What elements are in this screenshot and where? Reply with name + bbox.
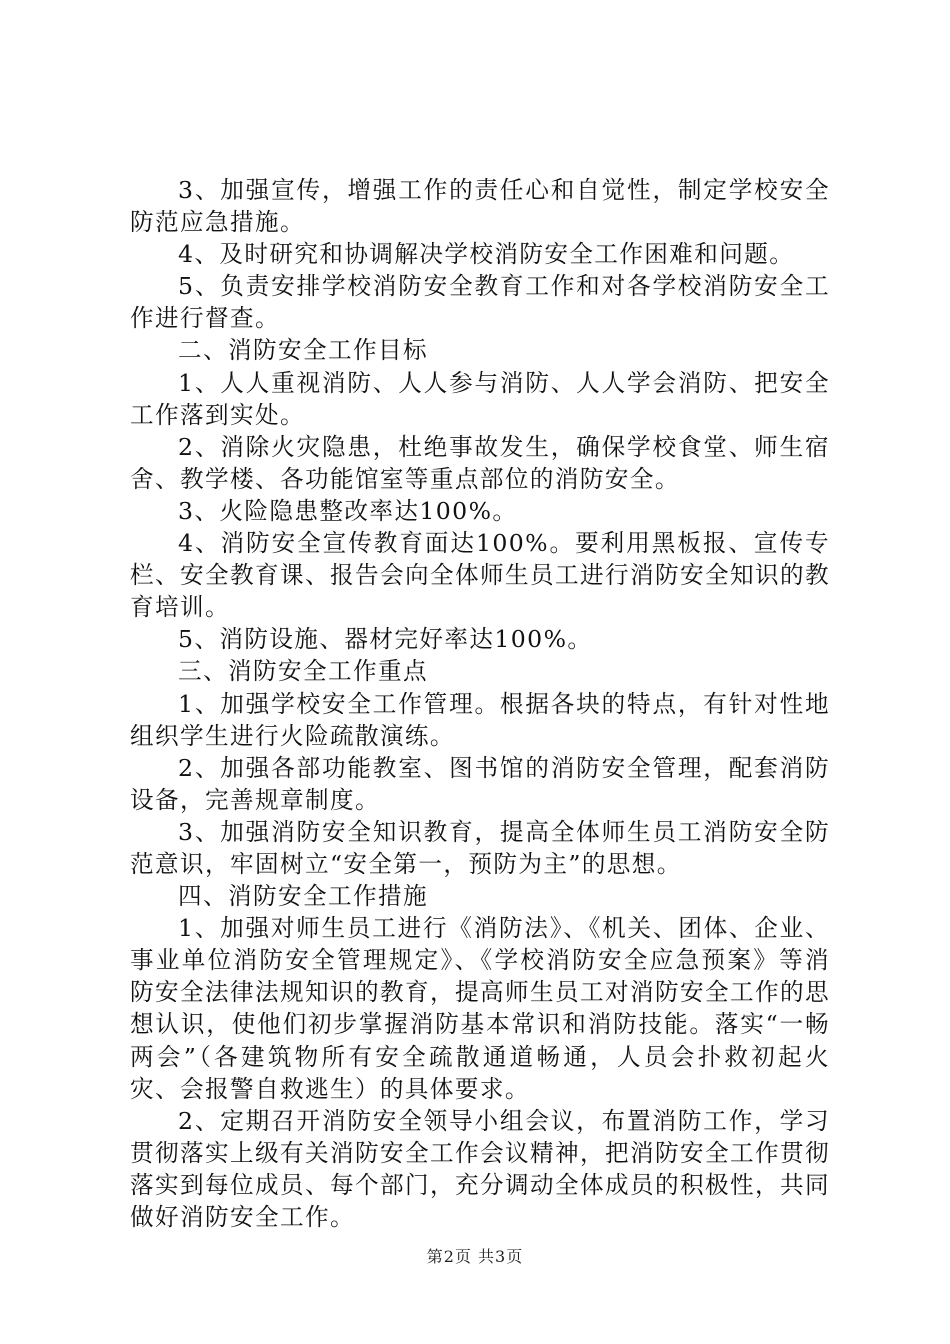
paragraph: 5、消防设施、器材完好率达100%。	[178, 625, 593, 654]
paragraph: 3、加强宣传，增强工作的责任心和自觉性，制定学校安全防范应急措施。	[130, 176, 830, 237]
section-heading: 二、消防安全工作目标	[178, 336, 428, 365]
paragraph: 1、加强学校安全工作管理。根据各块的特点，有针对性地组织学生进行火险疏散演练。	[130, 689, 830, 750]
paragraph: 2、定期召开消防安全领导小组会议，布置消防工作，学习贯彻落实上级有关消防安全工作会议精神，把消防安全工作贯彻落实到每位成员、每个部门，充分调动全体成员的积极性，共同做好消防安全工作。	[130, 1106, 830, 1231]
paragraph: 1、加强对师生员工进行《消防法》、《机关、团体、企业、事业单位消防安全管理规定》、《学校消防安全应急预案》等消防安全法律法规知识的教育，提高师生员工对消防安全工作的思想认识，使他们初步掌握消防基本常识和消防技能。落实“一畅两会”（各建筑物所有安全疏散通道畅通，人员会扑救初起火灾、会报警自救逃生）的具体要求。	[130, 914, 830, 1103]
paragraph: 2、消除火灾隐患，杜绝事故发生，确保学校食堂、师生宿舍、教学楼、各功能馆室等重点部位的消防安全。	[130, 432, 830, 493]
paragraph: 1、人人重视消防、人人参与消防、人人学会消防、把安全工作落到实处。	[130, 368, 830, 429]
section-heading: 三、消防安全工作重点	[178, 657, 428, 686]
paragraph: 2、加强各部功能教室、图书馆的消防安全管理，配套消防设备，完善规章制度。	[130, 753, 830, 814]
section-heading: 四、消防安全工作措施	[178, 882, 428, 911]
paragraph: 5、负责安排学校消防安全教育工作和对各学校消防安全工作进行督查。	[130, 272, 830, 333]
document-body	[130, 174, 830, 1233]
paragraph: 3、加强消防安全知识教育，提高全体师生员工消防安全防范意识，牢固树立“安全第一，预防为主”的思想。	[130, 817, 830, 878]
page-number-footer: 第2页 共3页	[426, 1247, 524, 1266]
paragraph: 4、消防安全宣传教育面达100%。要利用黑板报、宣传专栏、安全教育课、报告会向全体师生员工进行消防安全知识的教育培训。	[130, 529, 830, 622]
paragraph: 3、火险隐患整改率达100%。	[178, 496, 518, 525]
paragraph: 4、及时研究和协调解决学校消防安全工作困难和问题。	[178, 240, 795, 269]
